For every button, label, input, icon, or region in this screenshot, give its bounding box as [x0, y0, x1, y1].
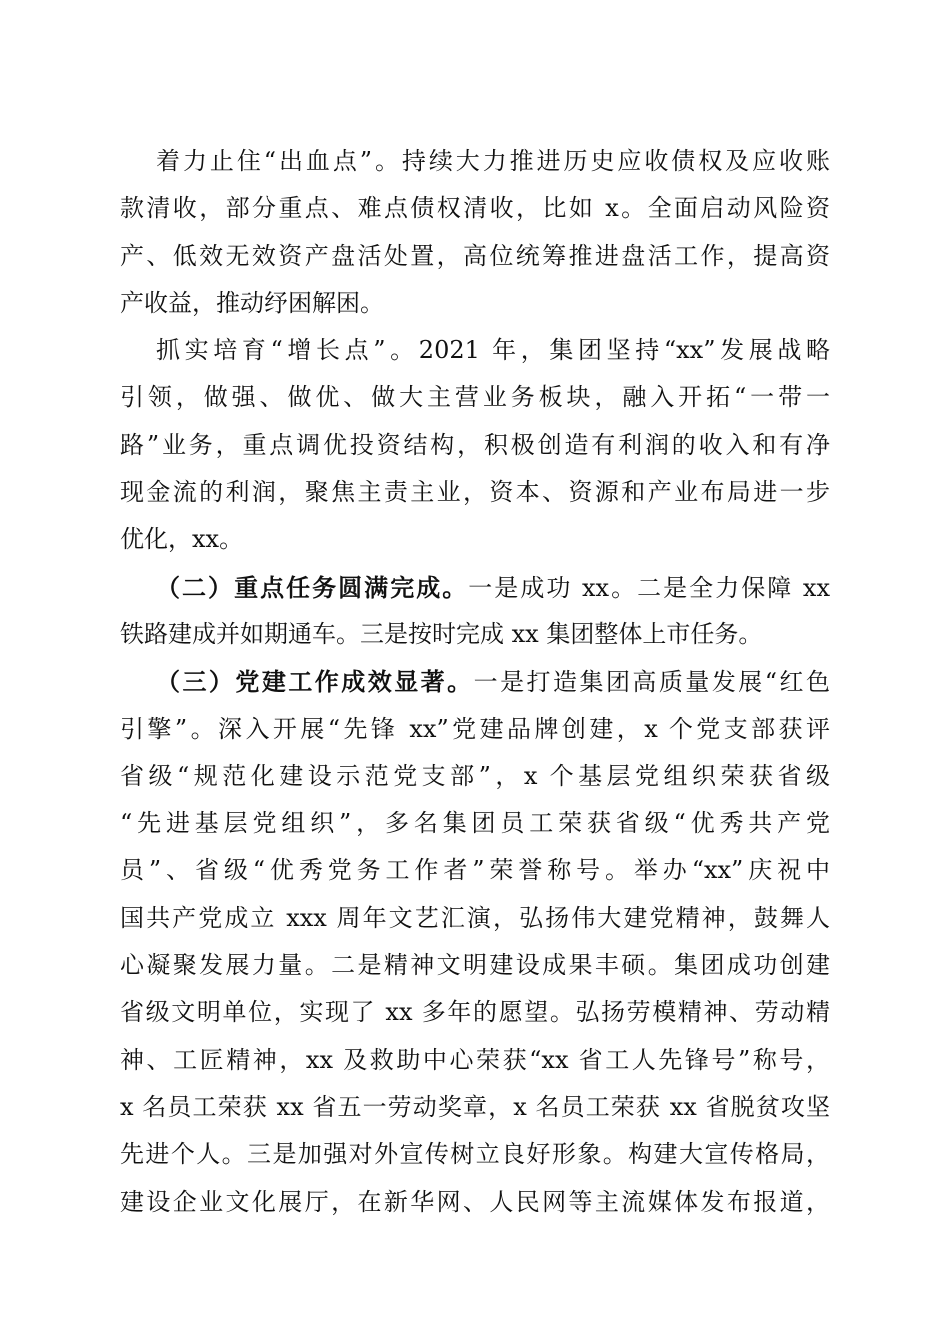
text-line: 国共产党成立 xxx 周年文艺汇演，弘扬伟大建党精神，鼓舞人 — [120, 903, 830, 932]
text-line: 神、工匠精神，xx 及救助中心荣获“xx 省工人先锋号”称号， — [120, 1045, 830, 1074]
text-line: “先进基层党组织”，多名集团员工荣获省级“优秀共产党 — [120, 809, 830, 838]
text-line: 优化，xx。 — [120, 525, 244, 554]
text-line: 抓实培育“增长点”。2021 年，集团坚持“xx”发展战略 — [156, 336, 830, 365]
text-line: 建设企业文化展厅，在新华网、人民网等主流媒体发布报道， — [120, 1187, 830, 1216]
text-line: 现金流的利润，聚焦主责主业，资本、资源和产业布局进一步 — [120, 478, 830, 507]
text-line: 产收益，推动纾困解困。 — [120, 288, 384, 317]
text-line: 路”业务，重点调优投资结构，积极创造有利润的收入和有净 — [120, 430, 830, 459]
text-line: x 名员工荣获 xx 省五一劳动奖章，x 名员工荣获 xx 省脱贫攻坚 — [120, 1092, 830, 1121]
text-run: 一是打造集团高质量发展“红色 — [473, 668, 830, 697]
text-line: 引擎”。深入开展“先锋 xx”党建品牌创建，x 个党支部获评 — [120, 714, 830, 743]
text-line: 先进个人。三是加强对外宣传树立良好形象。构建大宣传格局， — [120, 1140, 830, 1169]
paragraph — [120, 327, 830, 563]
text-line: 员”、省级“优秀党务工作者”荣誉称号。举办“xx”庆祝中 — [120, 856, 830, 885]
document-body — [120, 138, 830, 1226]
text-line: 引领，做强、做优、做大主营业务板块，融入开拓“一带一 — [120, 383, 830, 412]
paragraph — [120, 564, 830, 659]
text-run: 一是成功 xx。二是全力保障 xx — [468, 573, 830, 602]
section-heading: （三）党建工作成效显著。 — [156, 667, 474, 697]
text-line: 铁路建成并如期通车。三是按时完成 xx 集团整体上市任务。 — [120, 619, 763, 648]
text-line: 省级“规范化建设示范党支部”，x 个基层党组织荣获省级 — [120, 761, 830, 790]
text-line: 着力止住“出血点”。持续大力推进历史应收债权及应收账 — [156, 147, 830, 175]
text-line: 心凝聚发展力量。二是精神文明建设成果丰硕。集团成功创建 — [120, 951, 830, 980]
text-line: 产、低效无效资产盘活处置，高位统筹推进盘活工作，提高资 — [120, 241, 830, 270]
text-line: 省级文明单位，实现了 xx 多年的愿望。弘扬劳模精神、劳动精 — [120, 998, 830, 1027]
text-line — [120, 658, 830, 705]
text-line — [120, 564, 830, 611]
section-heading: （二）重点任务圆满完成。 — [156, 572, 469, 602]
text-line: 款清收，部分重点、难点债权清收，比如 x。全面启动风险资 — [120, 194, 830, 223]
paragraph — [120, 658, 830, 1226]
paragraph — [120, 138, 830, 327]
